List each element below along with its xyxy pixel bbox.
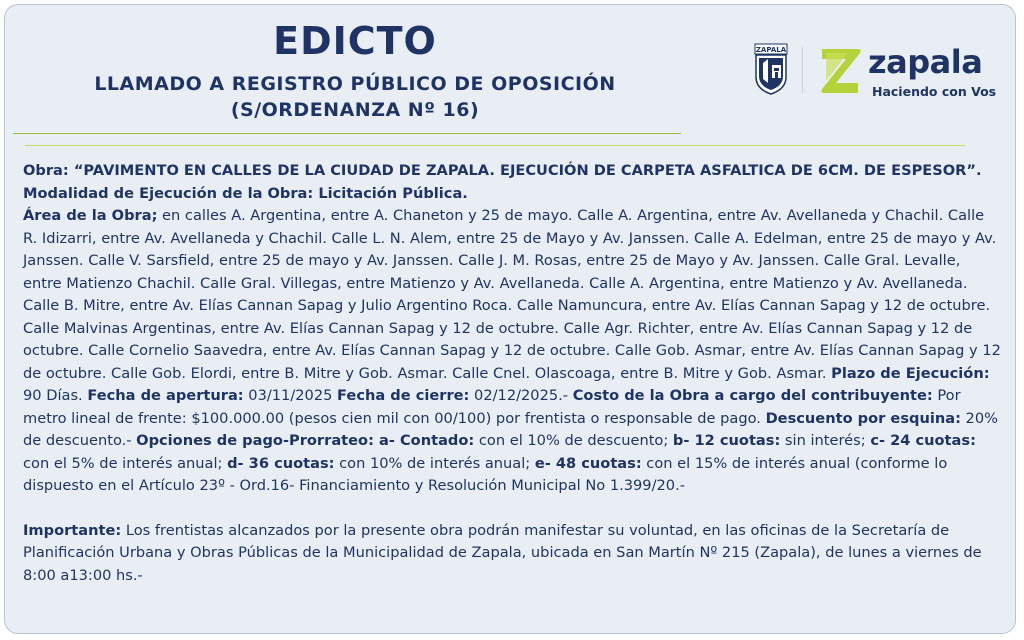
cuotas-36-value: con 10% de interés anual; xyxy=(334,454,535,472)
descuento-value: 20% de descuento.- xyxy=(23,409,998,449)
cierre-label: Fecha de cierre: xyxy=(337,387,470,404)
importante-paragraph xyxy=(23,520,1001,588)
shield-text: ZAPALA xyxy=(755,46,787,54)
details-paragraph xyxy=(23,205,1001,498)
header-divider-accent xyxy=(25,145,965,146)
coat-of-arms-icon xyxy=(754,43,788,95)
importante-label: Importante: xyxy=(23,521,122,539)
page-title: EDICTO xyxy=(273,19,437,63)
costo-value: Por metro lineal de frente: $100.000.00 (pesos cien mil con 00/100) por frentista o responsable de pago. xyxy=(23,387,961,427)
cuotas-12-value: sin interés; xyxy=(780,432,871,449)
obra-heading: Obra: “PAVIMENTO EN CALLES DE LA CIUDAD DE ZAPALA. EJECUCIÓN DE CARPETA ASFALTICA DE 6CM. DE ESPESOR”. Modalidad de Ejecución de la Obra: Licitación Pública. xyxy=(23,162,982,202)
cuotas-24-value: con el 5% de interés anual; xyxy=(23,454,228,472)
costo-label: Costo de la Obra a cargo del contribuyente: xyxy=(572,387,933,404)
cuotas-12-label: b- 12 cuotas: xyxy=(672,432,781,449)
brand-name: zapala xyxy=(868,43,983,81)
cuotas-36-label: d- 36 cuotas: xyxy=(227,454,335,472)
cuotas-48-value: con el 15% de interés anual (conforme lo dispuesto en el Artículo 23º - Ord.16- Financiamiento y Resolución Municipal No 1.399/20.- xyxy=(23,454,948,494)
brand-tagline: Haciendo con Vos xyxy=(872,84,997,99)
plazo-value: 90 Días. xyxy=(23,387,88,404)
page-subtitle xyxy=(5,71,705,123)
descuento-label: Descuento por esquina: xyxy=(765,409,961,427)
apertura-label: Fecha de apertura: xyxy=(87,387,244,404)
importante-text: Los frentistas alcanzados por la presente obra podrán manifestar su voluntad, en las oficinas de la Secretaría de Planificación Urbana y Obras Públicas de la Municipalidad de Zapala, ubicada en San Martín Nº 215 (Zapala), de lunes a viernes de 8:00 a13:00 hs.- xyxy=(23,521,982,584)
edict-card xyxy=(4,4,1016,634)
apertura-value: 03/11/2025 xyxy=(243,387,338,404)
header-divider xyxy=(13,133,681,134)
obra-paragraph xyxy=(23,160,1001,205)
area-label: Área de la Obra; xyxy=(23,207,158,224)
paragraph-gap xyxy=(23,498,1001,520)
opciones-label: Opciones de pago-Prorrateo: a- Contado: xyxy=(136,432,475,449)
subtitle-line-2: (S/ORDENANZA Nº 16) xyxy=(230,99,480,121)
edict-body xyxy=(23,160,1001,587)
municipality-logo xyxy=(750,39,1000,109)
plazo-label: Plazo de Ejecución: xyxy=(831,364,990,382)
cuotas-48-label: e- 48 cuotas: xyxy=(534,454,642,472)
area-text: en calles A. Argentina, entre A. Chaneton y 25 de mayo. Calle A. Argentina, entre Av. Avellaneda y Chachil. Calle R. Idizarri, entre Av. Avellaneda y Chachil. Calle L. N. Alem, entre 25 de Mayo y Av. Janssen. Calle A. Edelman, entre 25 de mayo y Av. Janssen. Calle V. Sarsfield, entre 25 de mayo y Av. Janssen. Calle J. M. Rosas, entre 25 de Mayo y Av. Janssen. Calle Gral. Levalle, entre Matienzo Chachil. Calle Gral. Villegas, entre Matienzo y Av. Avellaneda. Calle A. Argentina, entre Matienzo y Av. Avellaneda. Calle B. Mitre, entre Av. Elías Cannan Sapag y Julio Argentino Roca. Calle Namuncura, entre Av. Elías Cannan Sapag y 12 de octubre. Calle Malvinas Argentinas, entre Av. Elías Cannan Sapag y 12 de octubre. Calle Agr. Richter, entre Av. Elías Cannan Sapag y 12 de octubre. Calle Cornelio Saavedra, entre Av. Elías Cannan Sapag y 12 de octubre. Calle Gob. Asmar, entre Av. Elías Cannan Sapag y 12 de octubre. Calle Gob. Elordi, entre B. Mitre y Gob. Asmar. Calle Cnel. Olascoaga, entre B. Mitre y Gob. Asmar. xyxy=(23,207,1001,382)
cierre-value: 02/12/2025.- xyxy=(469,387,573,404)
cuotas-24-label: c- 24 cuotas: xyxy=(870,432,976,449)
subtitle-line-1: LLAMADO A REGISTRO PÚBLICO DE OPOSICIÓN xyxy=(94,73,616,95)
z-brand-icon xyxy=(818,45,864,97)
opciones-value: con el 10% de descuento; xyxy=(474,432,673,449)
logo-separator xyxy=(802,47,803,93)
